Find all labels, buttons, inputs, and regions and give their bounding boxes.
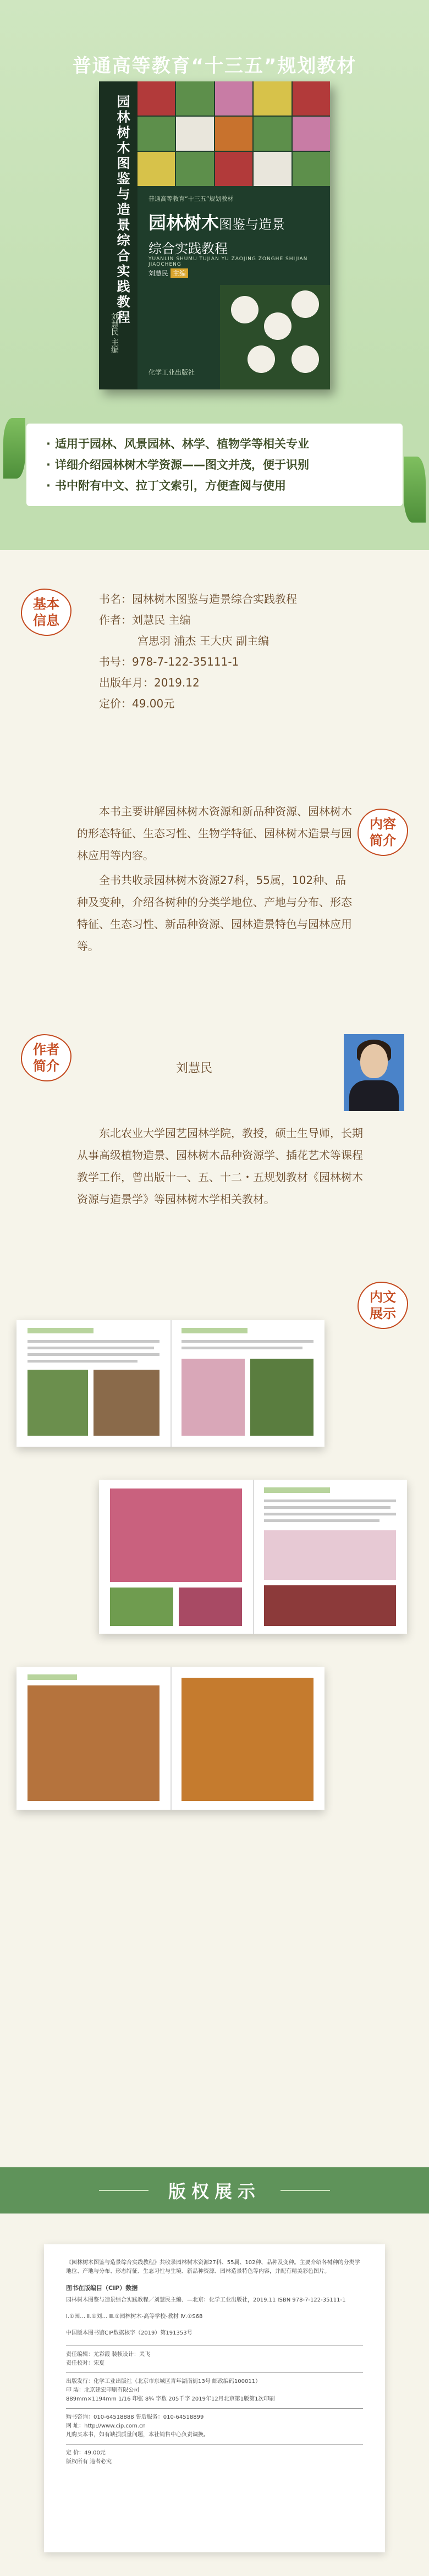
blossom <box>248 345 275 373</box>
page-spread-preview <box>16 1667 324 1810</box>
tag-line: 基本 <box>33 596 59 612</box>
fern-leaf-decoration <box>404 457 426 523</box>
divider <box>66 2444 363 2445</box>
flower-photo <box>293 152 330 186</box>
cover-title <box>148 209 285 257</box>
cip-number: 中国版本图书馆CIP数据核字（2019）第191353号 <box>66 2330 193 2336</box>
page-text-line <box>182 1340 314 1343</box>
website-line: 网 址：http://www.cip.com.cn <box>66 2423 146 2429</box>
page-text-line <box>182 1347 302 1349</box>
blossom <box>292 345 319 373</box>
flower-photo <box>138 152 175 186</box>
basic-info-list <box>99 589 297 714</box>
flower-photo <box>254 117 291 151</box>
cover-title-big: 园林树木 <box>148 212 219 233</box>
cover-title-mid: 图鉴与造景 <box>219 217 285 232</box>
page-text-line <box>264 1500 396 1502</box>
feature-item: · 适用于园林、风景园林、林学、植物学等相关专业 <box>46 433 383 454</box>
page-header <box>28 1328 94 1333</box>
page-photo <box>179 1588 242 1626</box>
page-text-line <box>264 1513 396 1515</box>
format-line: 889mm×1194mm 1/16 印张 8¾ 字数 205千字 2019年12月北京第1版第1次印刷 <box>66 2396 275 2402</box>
author-face <box>360 1044 388 1078</box>
flower-photo <box>293 117 330 151</box>
page-gutter <box>170 1320 172 1447</box>
page-photo <box>28 1370 88 1436</box>
flower-photo <box>176 81 213 116</box>
summary-paragraph-1: 本书主要讲解园林树木资源和新品种资源、园林树木的形态特征、生态习性、生物学特征、园林树木造景与园林应用等内容。 <box>77 805 352 862</box>
cip-heading: 图书在版编目（CIP）数据 <box>66 2284 138 2292</box>
book-cover-image <box>99 81 330 389</box>
tag-line: 信息 <box>33 613 59 628</box>
page-photo <box>264 1585 396 1626</box>
divider <box>66 2408 363 2409</box>
flower-photo <box>138 117 175 151</box>
cover-section <box>0 0 429 418</box>
page-text-line <box>28 1340 160 1343</box>
page-photo <box>110 1588 173 1626</box>
spine-author: 刘慧民 主编 <box>110 312 119 354</box>
page-photo <box>182 1359 245 1436</box>
cover-pinyin: YUANLIN SHUMU TUJIAN YU ZAOJING ZONGHE SHIJIAN JIAOCHENG <box>148 256 308 267</box>
cover-series-text: 普通高等教育“十三五”规划教材 <box>148 195 234 202</box>
tag-line: 展示 <box>370 1306 396 1321</box>
blossom <box>292 290 319 318</box>
cip-classification: Ⅰ.①园… Ⅱ.①刘… Ⅲ.①园林树木-高等学校-教材 Ⅳ.①S68 <box>66 2314 203 2320</box>
page-text-line <box>28 1347 154 1349</box>
cover-author <box>148 268 188 278</box>
page-photo <box>264 1530 396 1580</box>
summary-tag <box>358 809 408 856</box>
author-photo <box>344 1034 404 1111</box>
book-title-field: 书名：园林树木图鉴与造景综合实践教程 <box>99 592 297 606</box>
page-photo <box>250 1359 314 1436</box>
tag-line: 简介 <box>33 1058 59 1074</box>
page-gutter <box>253 1480 254 1634</box>
divider <box>280 2190 330 2191</box>
page-header <box>182 1328 248 1333</box>
feature-item: · 书中附有中文、拉丁文索引，方便查阅与使用 <box>46 475 383 496</box>
blossom <box>231 296 258 323</box>
blossom <box>264 312 292 340</box>
proof-line: 责任校对：宋夏 <box>66 2360 105 2366</box>
printer-line: 印 装：北京建宏印刷有限公司 <box>66 2387 140 2393</box>
cover-blossom-photo <box>220 285 330 389</box>
page-photo <box>28 1685 160 1801</box>
flower-photo <box>176 117 213 151</box>
summary-paragraph-2: 全书共收录园林树木资源27科，55属，102种、品种及变种，介绍各树种的分类学地位、产地与分布、形态特征、生态习性、新品种资源、园林造景特色与园林应用等。 <box>77 874 352 953</box>
phone-line: 购书咨询：010-64518888 售后服务：010-64518899 <box>66 2414 204 2420</box>
cover-title-line2: 综合实践教程 <box>148 241 228 256</box>
book-price-field: 定价：49.00元 <box>99 697 175 710</box>
page-spread-preview <box>99 1480 407 1634</box>
page-header <box>264 1487 330 1493</box>
page-text-line <box>28 1353 160 1356</box>
page-photo <box>94 1370 160 1436</box>
divider <box>66 2372 363 2373</box>
tag-line: 简介 <box>370 833 396 848</box>
book-author-field: 作者：刘慧民 主编 <box>99 613 191 627</box>
flower-photo <box>254 152 291 186</box>
page-header <box>28 1674 77 1680</box>
page-text-line <box>264 1519 380 1522</box>
editor-line: 责任编辑：尤彩霞 装帧设计：关飞 <box>66 2352 151 2358</box>
page-spread-preview <box>16 1320 324 1447</box>
rights-line: 版权所有 违者必究 <box>66 2459 112 2465</box>
flower-photo <box>215 152 252 186</box>
cover-publisher: 化学工业出版社 <box>148 369 195 376</box>
cover-author-name: 刘慧民 <box>148 270 169 277</box>
preview-tag <box>358 1282 408 1329</box>
fern-leaf-decoration <box>3 418 25 479</box>
flower-photo <box>254 81 291 116</box>
flower-photo <box>138 81 175 116</box>
flower-photo <box>176 152 213 186</box>
features-box <box>26 424 403 506</box>
book-isbn-field: 书号：978-7-122-35111-1 <box>99 655 239 668</box>
flower-photo <box>293 81 330 116</box>
cip-body: 园林树木图鉴与造景综合实践教程／刘慧民主编．—北京：化学工业出版社，2019.11 ISBN 978-7-122-35111-1 <box>66 2297 346 2303</box>
book-coauthors-field: 宫思羽 浦杰 王大庆 副主编 <box>138 634 270 647</box>
tag-line: 作者 <box>33 1042 59 1057</box>
flower-photo <box>215 117 252 151</box>
page-text-line <box>28 1360 138 1363</box>
features-section <box>0 418 429 550</box>
spine-title: 园林树木图鉴与造景综合实践教程 <box>114 95 130 326</box>
author-tag <box>21 1034 72 1081</box>
tag-line: 内文 <box>370 1289 396 1305</box>
copyright-intro: 《园林树木图鉴与造景综合实践教程》共收录园林树木资源27科、55属、102种、品种及变种。主要介绍各树种的分类学地位、产地与分布、形态特征、生态习性与生境、新品种资源、园林造景特色等内容，并配有精美彩色图片。 <box>66 2260 360 2275</box>
flower-photo <box>215 81 252 116</box>
copyright-bar <box>0 2167 429 2214</box>
publisher-line: 出版发行：化学工业出版社（北京市东城区青年湖南街13号 邮政编码100011） <box>66 2379 261 2385</box>
copyright-page-image <box>44 2244 385 2552</box>
book-pubdate-field: 出版年月：2019.12 <box>99 676 200 689</box>
cover-author-badge: 主编 <box>170 268 188 278</box>
divider <box>99 2190 148 2191</box>
page-photo <box>182 1678 314 1801</box>
details-section <box>0 550 429 2576</box>
tag-line: 内容 <box>370 816 396 832</box>
copyright-title: 版权展示 <box>168 2181 261 2202</box>
basic-info-tag <box>21 589 72 636</box>
author-name: 刘慧民 <box>176 1062 213 1075</box>
page-text-line <box>264 1506 391 1509</box>
feature-item: · 详细介绍园林树木学资源——图文并茂，便于识别 <box>46 454 383 475</box>
cover-flower-grid <box>138 81 330 186</box>
notice-line: 凡购买本书，如有缺损质量问题，本社销售中心负责调换。 <box>66 2432 209 2438</box>
page-gutter <box>170 1667 172 1810</box>
author-body <box>349 1080 399 1111</box>
price-line: 定 价：49.00元 <box>66 2450 106 2456</box>
series-title: 普通高等教育“十三五”规划教材 <box>72 55 357 77</box>
cover-spine <box>99 81 138 389</box>
author-bio: 东北农业大学园艺园林学院，教授，硕士生导师，长期从事高级植物造景、园林树木品种资源学、插花艺术等课程教学工作，曾出版十一、五、十二・五规划教材《园林树木资源与造景学》等园林树木学相关教材。 <box>77 1127 363 1206</box>
page-photo <box>110 1489 242 1582</box>
